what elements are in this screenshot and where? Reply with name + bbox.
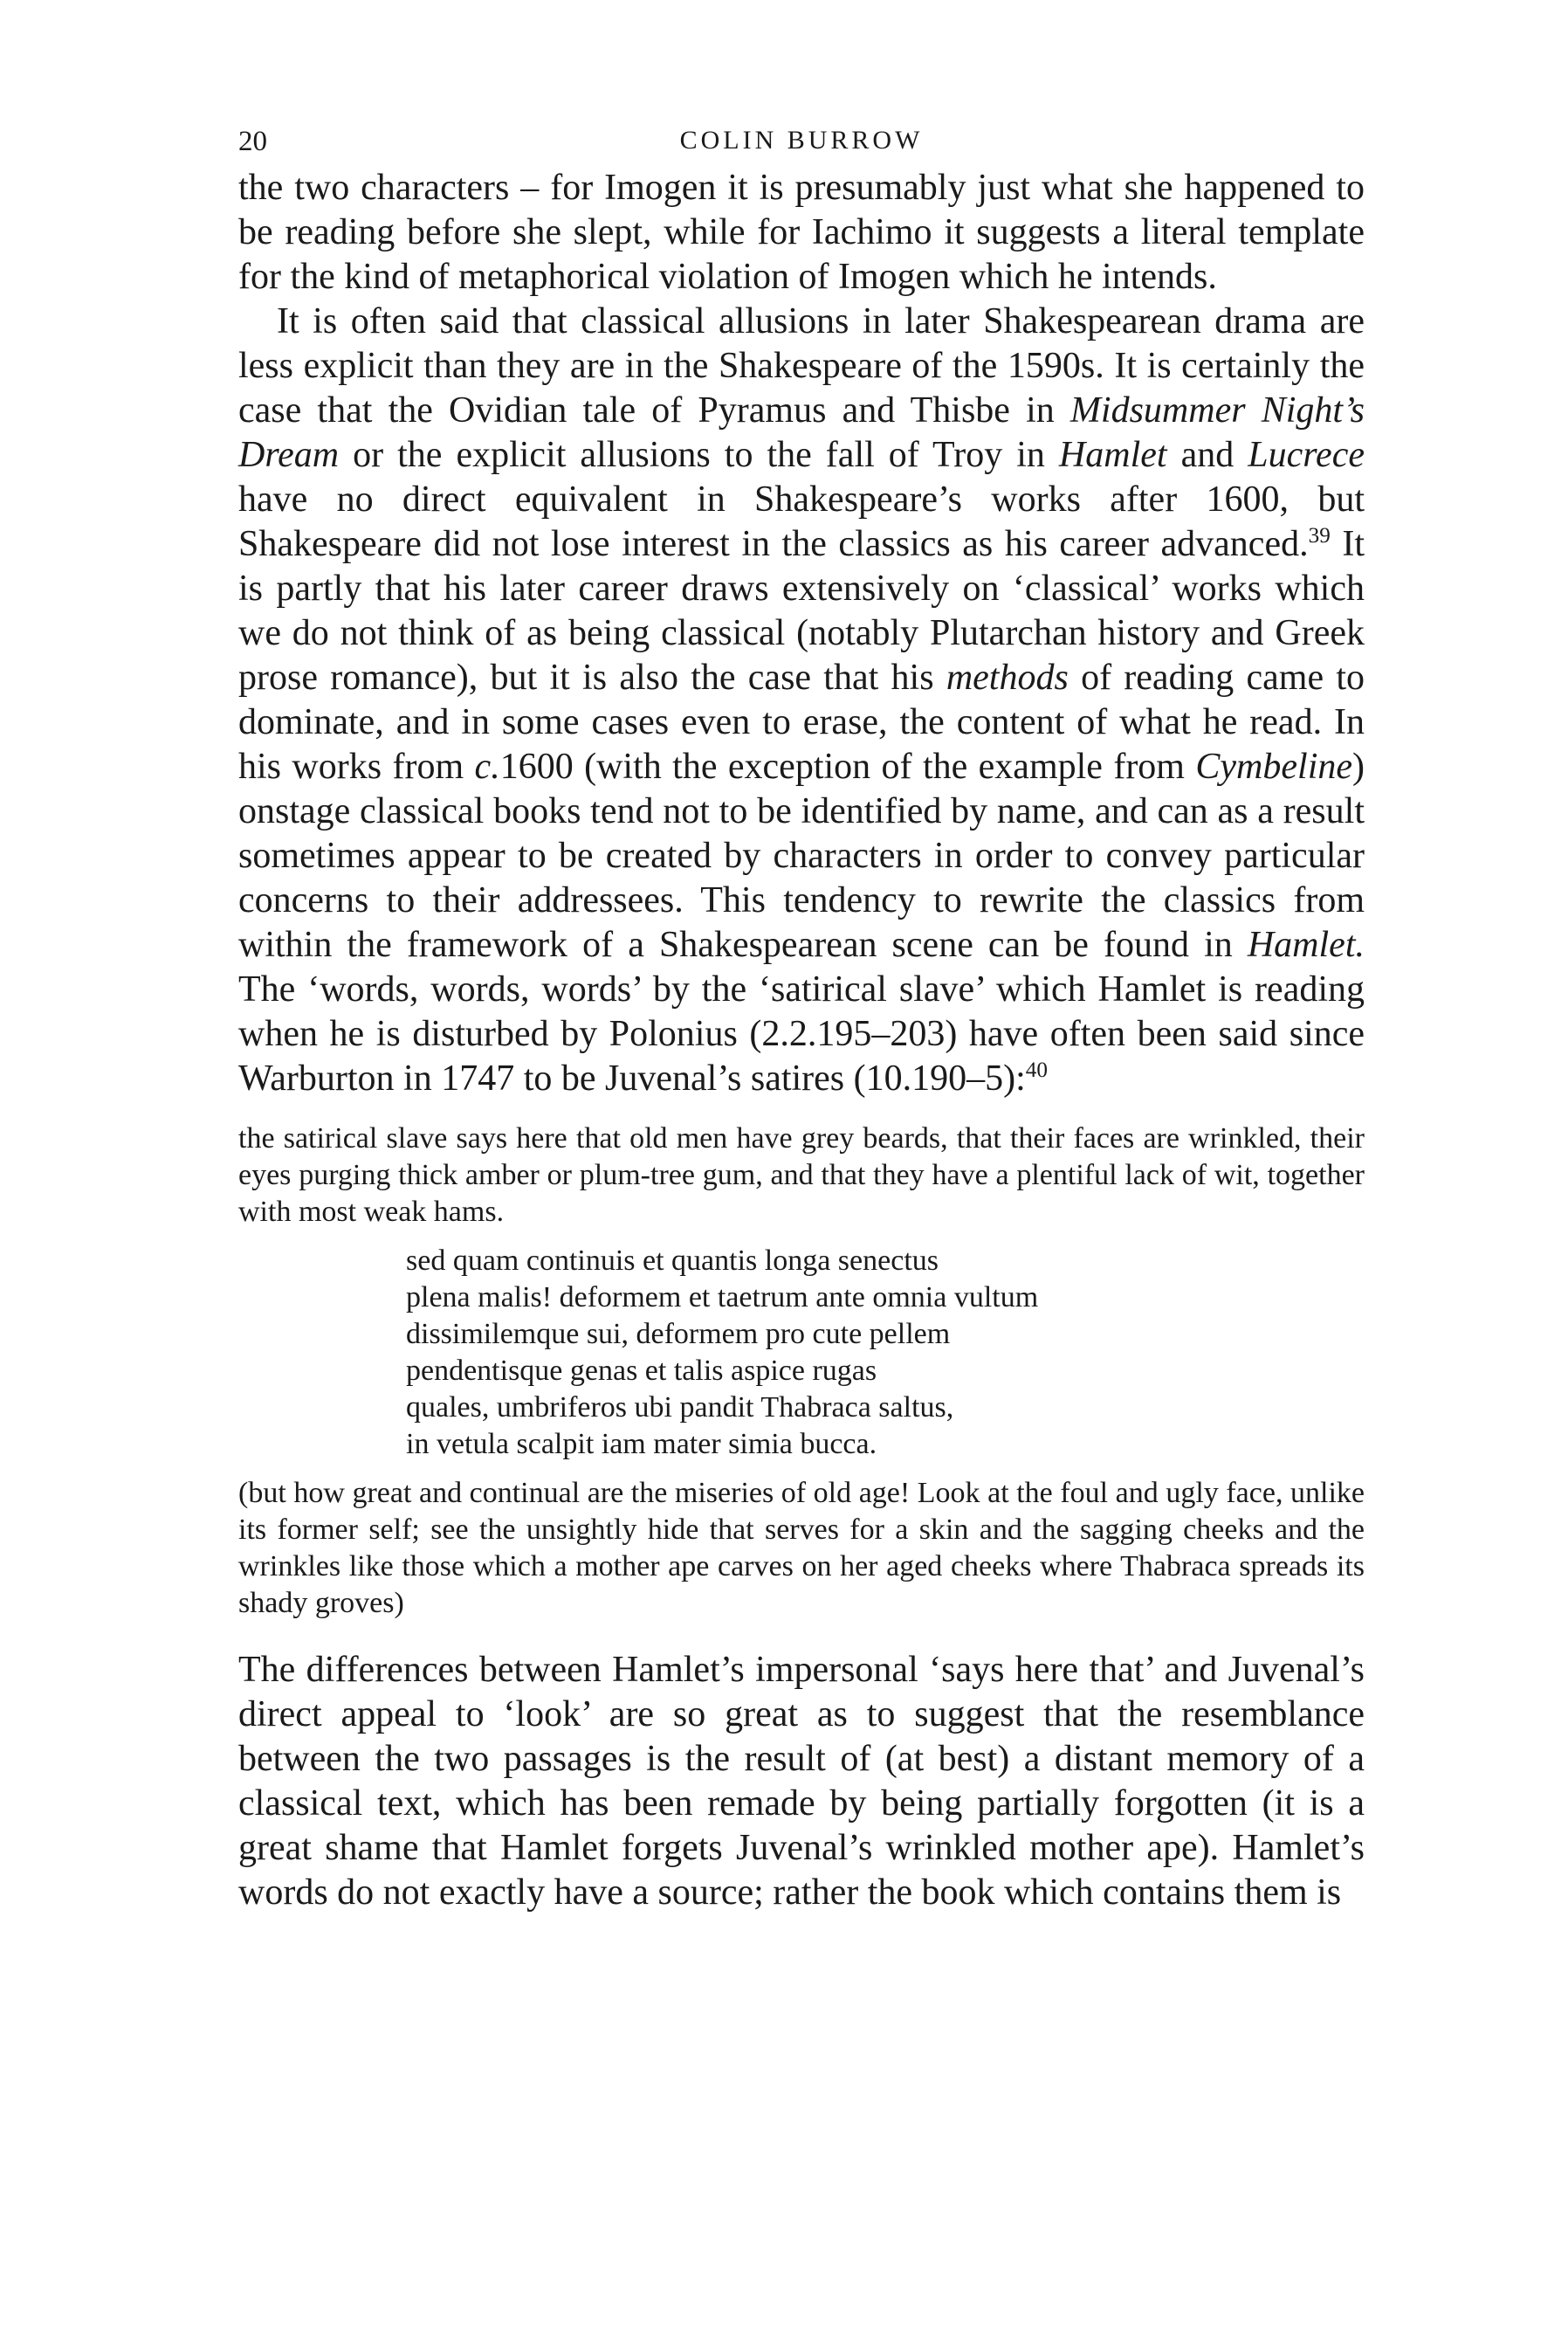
- verse-line: quales, umbriferos ubi pandit Thabraca saltus,: [406, 1391, 954, 1424]
- verse-line: sed quam continuis et quantis longa senectus: [406, 1244, 939, 1277]
- title-hamlet-2: Hamlet.: [1247, 925, 1365, 965]
- text-run: It is partly that his later career draws extensively on ‘classical’ works which we do not think of as being classical (notably Plutarchan history and Greek prose romance), but it is also the case that his: [238, 524, 1365, 698]
- emphasis-methods: methods: [946, 658, 1069, 698]
- title-midsummer: Midsummer Night’s Dream: [238, 390, 1365, 475]
- verse-line: plena malis! deformem et taetrum ante omnia vultum: [406, 1281, 1039, 1313]
- block-quote-hamlet: the satirical slave says here that old men have grey beards, that their faces are wrinkled, their eyes purging thick amber or plum-tree gum, and that they have a plentiful lack of wit, together with most weak hams.: [238, 1122, 1365, 1228]
- text-run: and: [1166, 435, 1248, 475]
- verse-line: dissimilemque sui, deformem pro cute pellem: [406, 1318, 951, 1350]
- paragraph-classical-allusions: [238, 300, 1365, 1101]
- verse-line: pendentisque genas et talis aspice rugas: [406, 1355, 877, 1387]
- book-page: [238, 114, 1365, 1915]
- title-cymbeline: Cymbeline: [1195, 747, 1352, 787]
- text-run: or the explicit allusions to the fall of Troy in: [339, 435, 1059, 475]
- text-run: It is often said that classical allusions in later Shakespearean drama are less explicit than they are in the Shakespeare of the 1590s. It is certainly the case that the Ovidian tale of Pyramus and Thisbe in: [238, 301, 1365, 431]
- paragraph-differences: The differences between Hamlet’s impersonal ‘says here that’ and Juvenal’s direct appeal to ‘look’ are so great as to suggest that the resemblance between the two passages is the result of (at best) a distant memory of a classical text, which has been remade by being partially forgotten (it is a great shame that Hamlet forgets Juvenal’s wrinkled mother ape). Hamlet’s words do not exactly have a source; rather the book which contains them is: [238, 1650, 1365, 1913]
- footnote-ref-39: 39: [1308, 524, 1331, 548]
- verse-quote-juvenal: [406, 1243, 1365, 1463]
- paragraph-continued: the two characters – for Imogen it is presumably just what she happened to be reading before she slept, while for Iachimo it suggests a literal template for the kind of metaphorical violation of Imogen which he intends.: [238, 168, 1365, 297]
- emphasis-circa: c.: [474, 747, 500, 787]
- text-run: The ‘words, words, words’ by the ‘satirical slave’ which Hamlet is reading when he is disturbed by Polonius (2.2.195–203) have often been said since Warburton in 1747 to be Juvenal’s satires (10.190–5):: [238, 969, 1365, 1099]
- text-run: have no direct equivalent in Shakespeare’s works after 1600, but Shakespeare did not lose interest in the classics as his career advanced.: [238, 479, 1365, 564]
- page-header: [238, 114, 1365, 166]
- text-run: of reading came to dominate, and in some cases even to erase, the content of what he read. In his works from: [238, 658, 1365, 787]
- text-run: ) onstage classical books tend not to be identified by name, and can as a result sometimes appear to be created by characters in order to convey particular concerns to their addressees. This tendency to rewrite the classics from within the framework of a Shakespearean scene can be found in: [238, 747, 1365, 965]
- verse-line: in vetula scalpit iam mater simia bucca.: [406, 1428, 877, 1460]
- running-head: COLIN BURROW: [679, 126, 924, 155]
- title-lucrece: Lucrece: [1248, 435, 1365, 475]
- footnote-ref-40: 40: [1025, 1058, 1048, 1082]
- page-number: 20: [238, 126, 267, 157]
- text-run: 1600 (with the exception of the example from: [499, 747, 1196, 787]
- translation-quote: (but how great and continual are the miseries of old age! Look at the foul and ugly face, unlike its former self; see the unsightly hide that serves for a skin and the sagging cheeks and the wrinkles like those which a mother ape carves on her aged cheeks where Thabraca spreads its shady groves): [238, 1477, 1365, 1619]
- title-hamlet: Hamlet: [1058, 435, 1167, 475]
